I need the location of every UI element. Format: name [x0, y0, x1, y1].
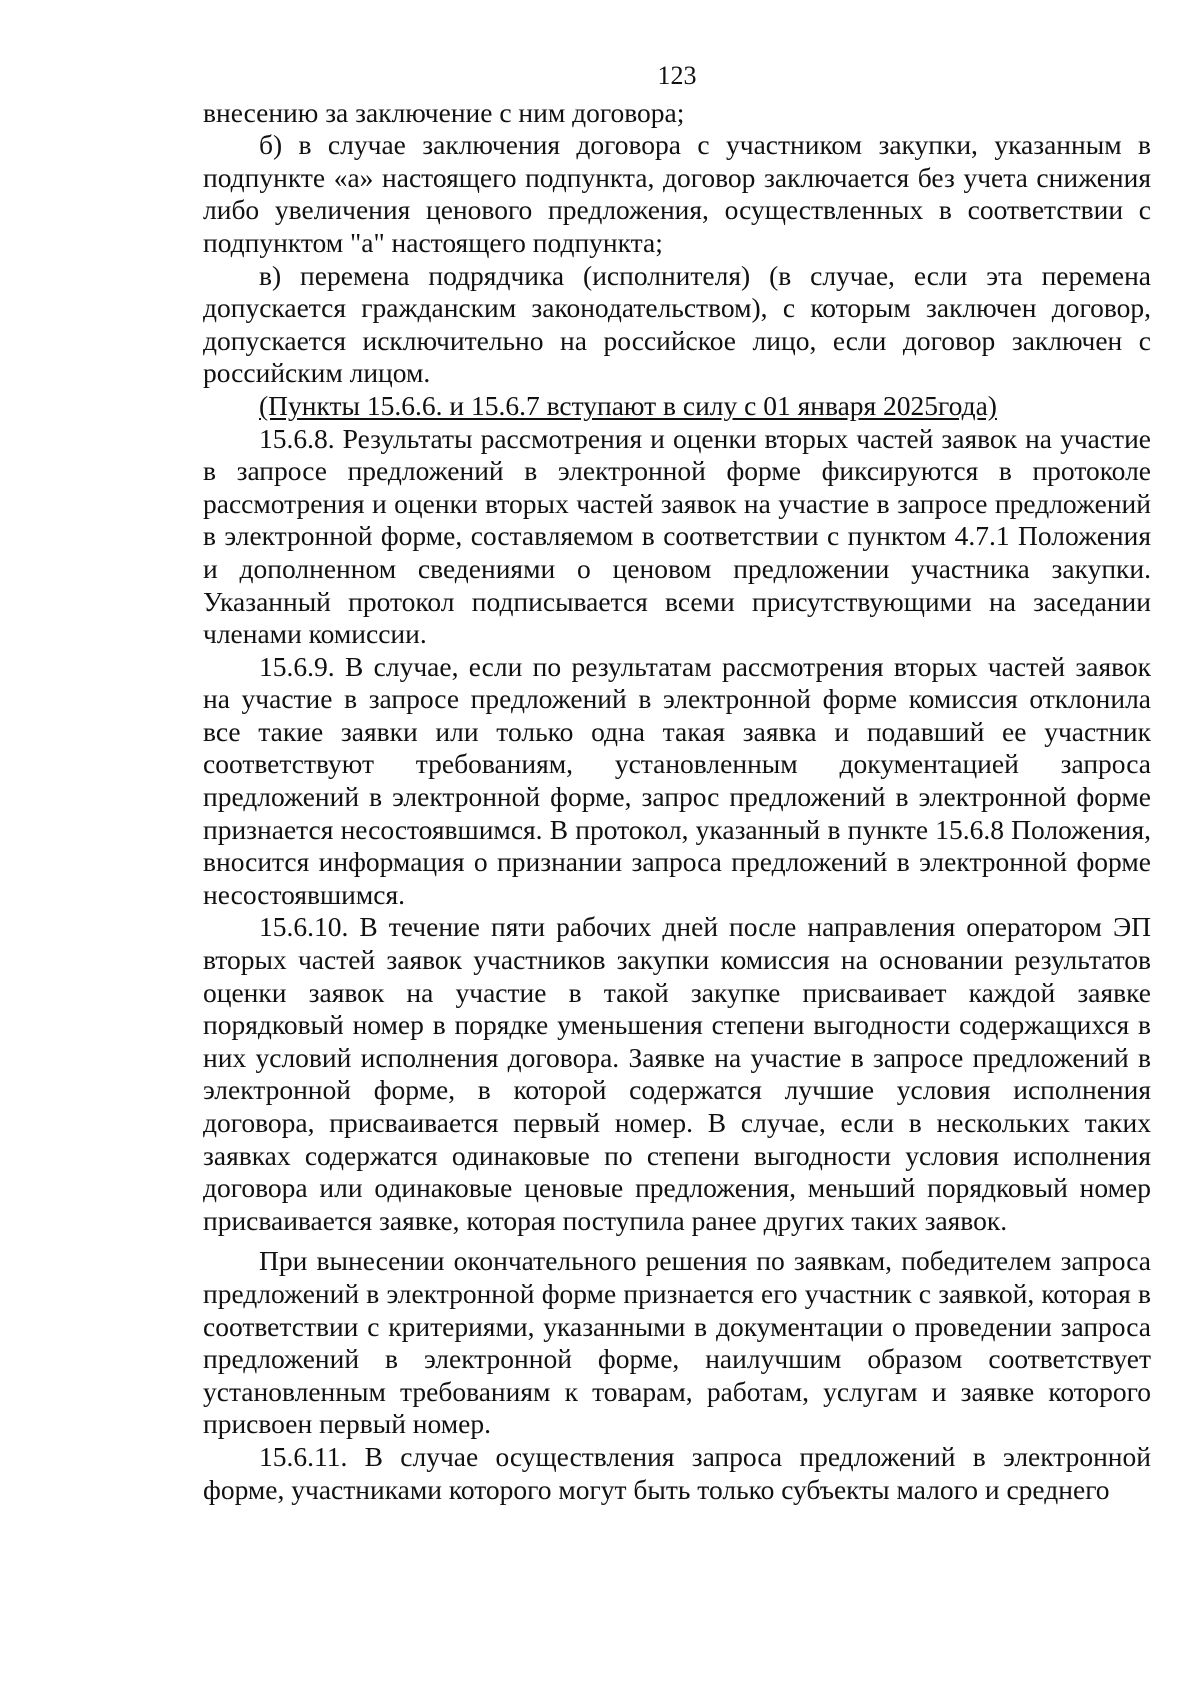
- document-page: [203, 60, 1151, 1506]
- paragraph-subitem-v: в) перемена подрядчика (исполнителя) (в случае, если эта перемена допускается гражданским законодательством), с которым заключен договор, допускается исключительно на российское лицо, если договор заключен с российским лицом.: [203, 259, 1151, 389]
- paragraph-15-6-9: 15.6.9. В случае, если по результатам рассмотрения вторых частей заявок на участие в запросе предложений в электронной форме комиссия отклонила все такие заявки или только одна такая заявка и подавший ее участник соответствуют требованиям, установленным документацией запроса предложений в электронной форме, запрос предложений в электронной форме признается несостоявшимся. В протокол, указанный в пункте 15.6.8 Положения, вносится информация о признании запроса предложений в электронной форме несостоявшимся.: [203, 650, 1151, 910]
- paragraph-winner-decision: При вынесении окончательного решения по заявкам, победителем запроса предложений в электронной форме признается его участник с заявкой, которая в соответствии с критериями, указанными в документации о проведении запроса предложений в электронной форме, наилучшим образом соответствует установленным требованиям к товарам, работам, услугам и заявке которого присвоен первый номер.: [203, 1245, 1151, 1440]
- paragraph-15-6-11: 15.6.11. В случае осуществления запроса предложений в электронной форме, участниками которого могут быть только субъекты малого и среднего: [203, 1440, 1151, 1505]
- paragraph-15-6-8: 15.6.8. Результаты рассмотрения и оценки вторых частей заявок на участие в запросе предложений в электронной форме фиксируются в протоколе рассмотрения и оценки вторых частей заявок на участие в запросе предложений в электронной форме, составляемом в соответствии с пунктом 4.7.1 Положения и дополненном сведениями о ценовом предложении участника закупки. Указанный протокол подписывается всеми присутствующими на заседании членами комиссии.: [203, 422, 1151, 650]
- effective-date-note: (Пункты 15.6.6. и 15.6.7 вступают в силу с 01 января 2025года): [259, 389, 997, 421]
- paragraph-continuation: внесению за заключение с ним договора;: [203, 96, 685, 128]
- paragraph-15-6-10: 15.6.10. В течение пяти рабочих дней после направления оператором ЭП вторых частей заявок участников закупки комиссия на основании результатов оценки заявок на участие в такой закупке присваивает каждой заявке порядковый номер в порядке уменьшения степени выгодности содержащихся в них условий исполнения договора. Заявке на участие в запросе предложений в электронной форме, в которой содержатся лучшие условия исполнения договора, присваивается первый номер. В случае, если в нескольких таких заявках содержатся одинаковые по степени выгодности условия исполнения договора или одинаковые ценовые предложения, меньший порядковый номер присваивается заявке, которая поступила ранее других таких заявок.: [203, 911, 1151, 1236]
- paragraph-subitem-b: б) в случае заключения договора с участником закупки, указанным в подпункте «а» настоящего подпункта, договор заключается без учета снижения либо увеличения ценового предложения, осуществленных в соответствии с подпунктом "а" настоящего подпункта;: [203, 129, 1151, 258]
- page-number: 123: [657, 61, 697, 90]
